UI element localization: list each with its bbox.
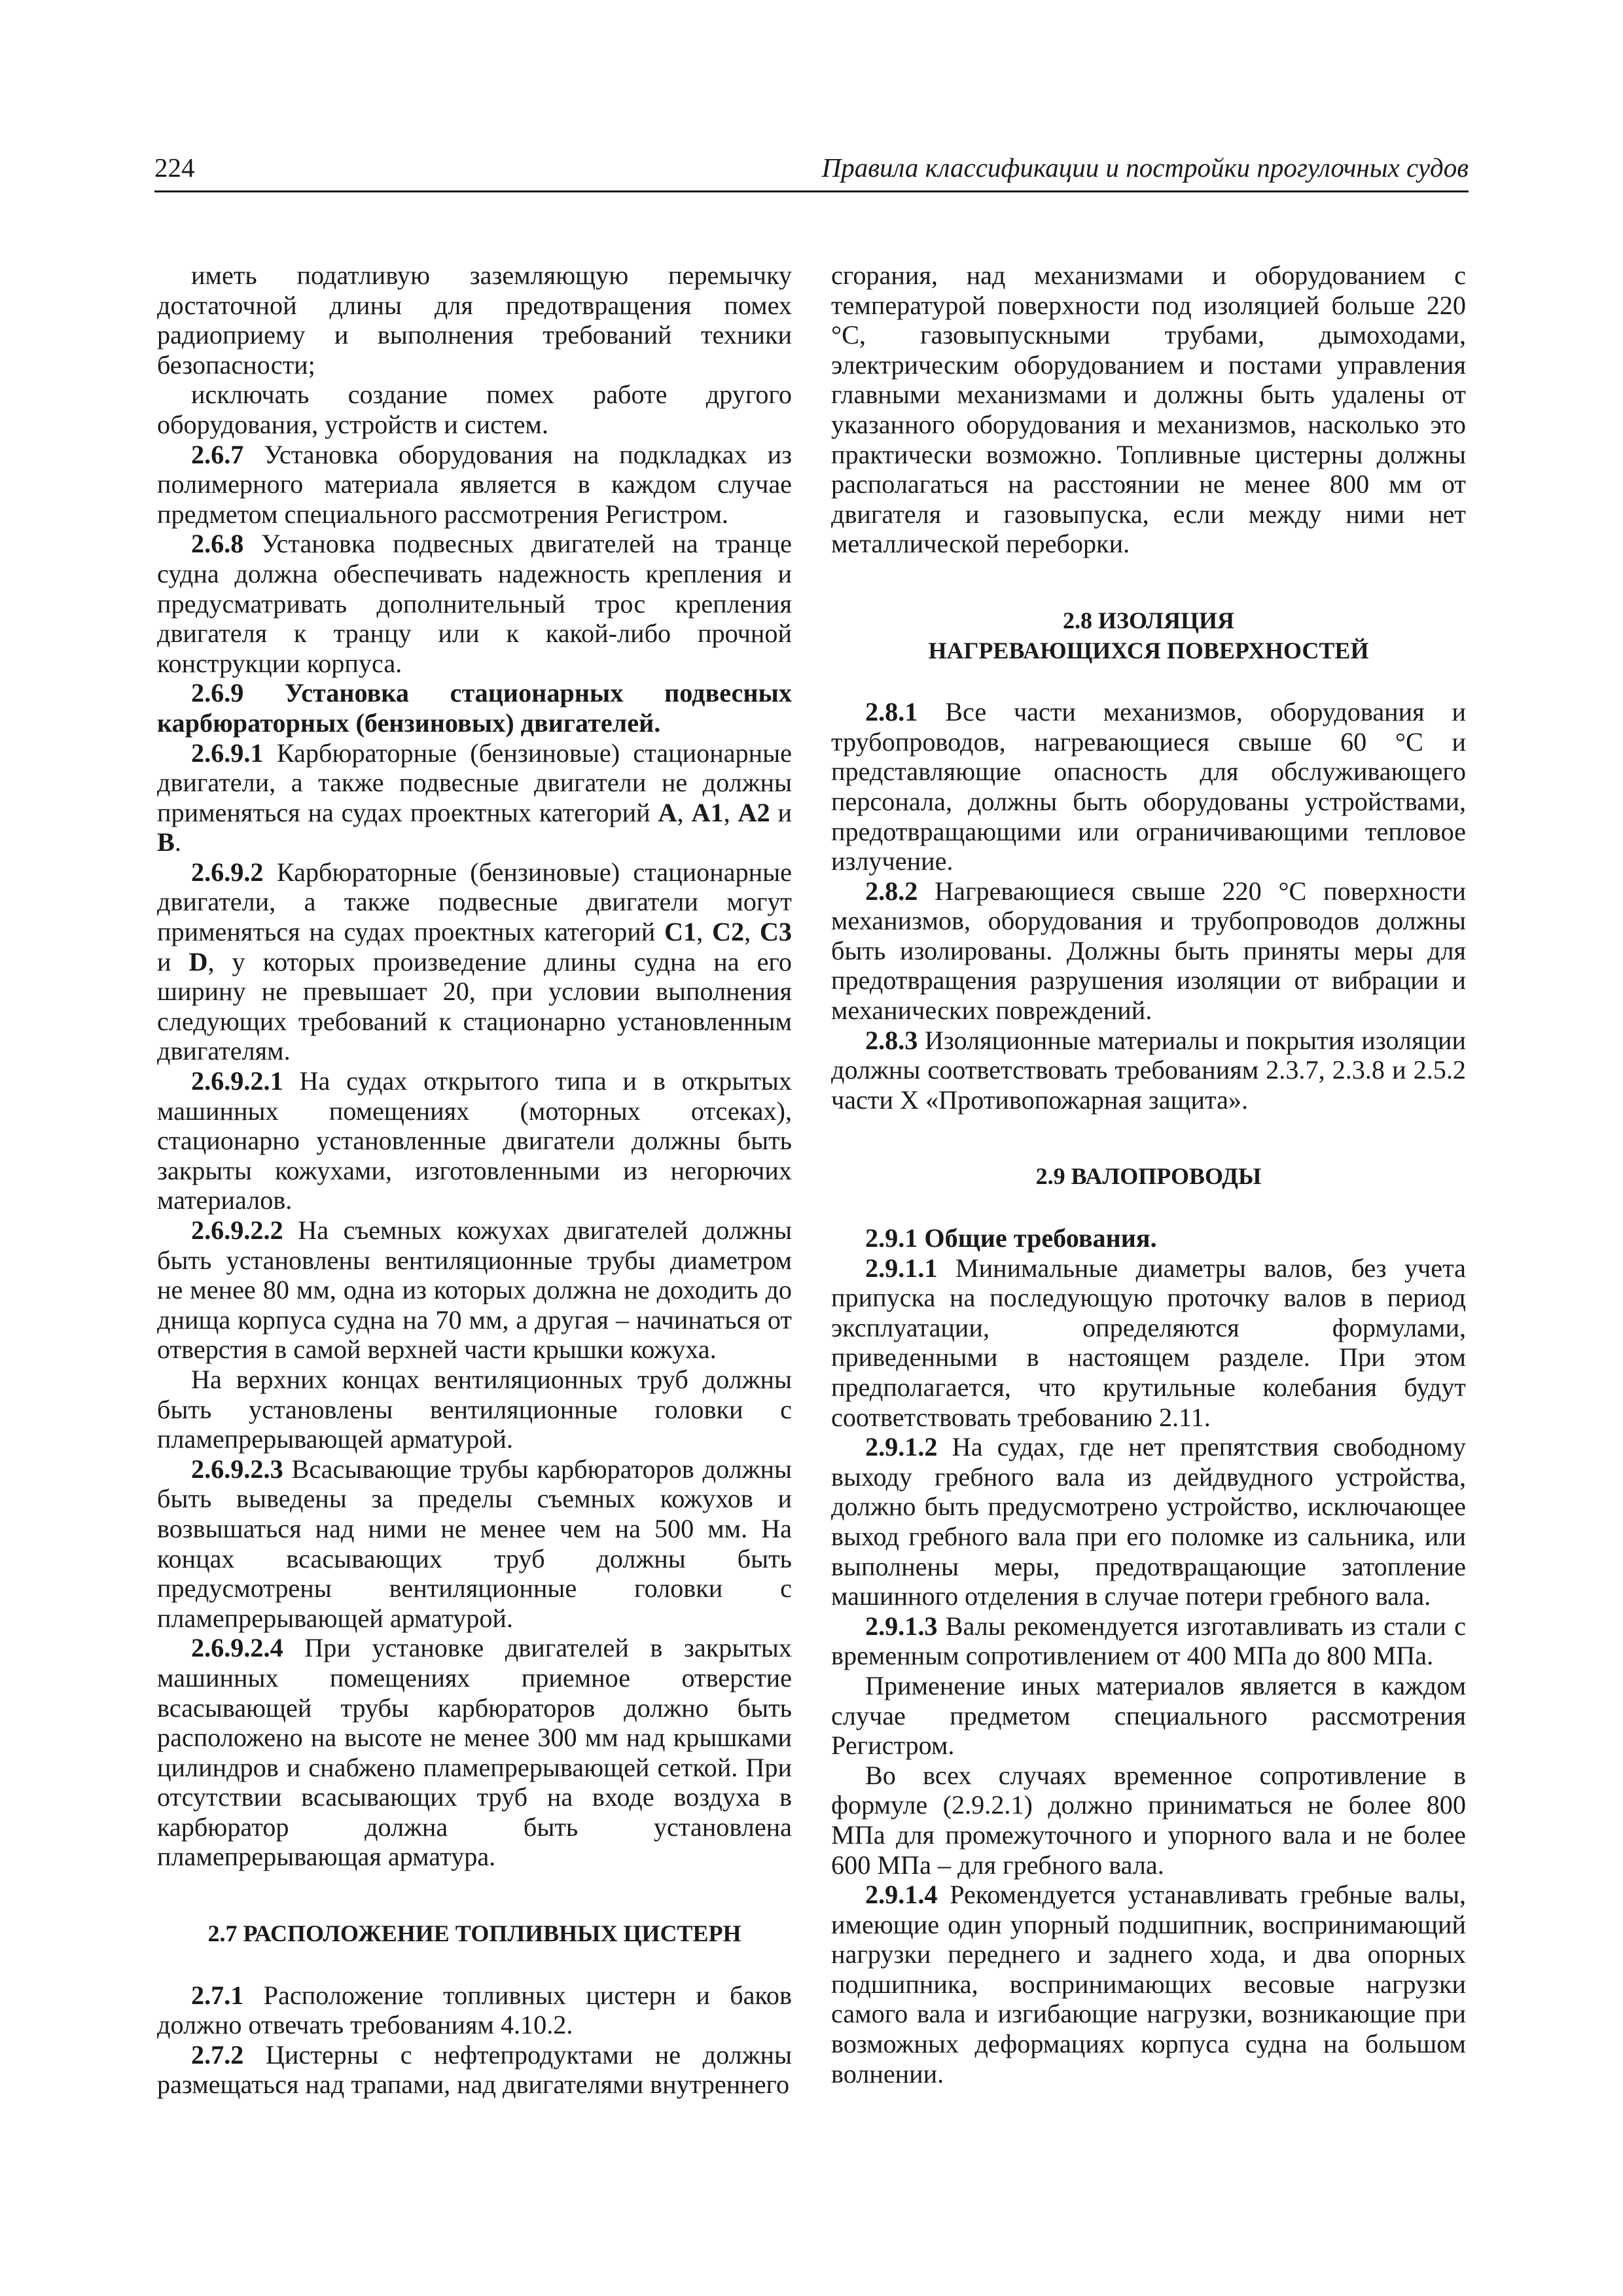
- clause-number: 2.6.9.2.3: [191, 1454, 283, 1484]
- clause-number: 2.8.1: [865, 697, 918, 727]
- clause-2-8-1: [831, 697, 1466, 876]
- clause-2-6-9-2-2: [157, 1215, 792, 1365]
- clause-text: Карбюраторные (бензиновые) стационарные двигатели, а также подвесные двигатели не должны применяться на судах проектных категорий: [157, 738, 792, 827]
- section-heading-2-9: 2.9 ВАЛОПРОВОДЫ: [1035, 1163, 1262, 1190]
- paragraph: [157, 380, 792, 439]
- clause-2-6-9-2-3: [157, 1454, 792, 1634]
- clause-number: 2.6.9.2.4: [191, 1633, 283, 1663]
- clause-2-9-1: [831, 1223, 1466, 1253]
- clause-number: 2.6.9.1: [191, 738, 264, 768]
- paragraph: [157, 1365, 792, 1454]
- clause-text: На съемных кожухах двигателей должны быть установлены вентиляционные трубы диаметром не менее 80 мм, одна из которых должна не доходить до днища корпуса судна на 70 мм, а другая – начинаться от отверстия в самой верхней части крышки кожуха.: [157, 1215, 792, 1365]
- paragraph-text: Во всех случаях временное сопротивление в формуле (2.9.2.1) должно приниматься не более 800 МПа для промежуточного и упорного вала и не более 600 МПа – для гребного вала.: [831, 1760, 1466, 1880]
- clause-number: 2.7.2: [191, 2039, 244, 2070]
- clause-2-7-2: [157, 2040, 792, 2100]
- clause-text: , у которых произведение длины судна на его ширину не превышает 20, при условии выполнения следующих требований к стационарно установленным двигателям.: [157, 946, 792, 1066]
- category-label: C3: [759, 917, 793, 947]
- clause-number: 2.8.2: [865, 876, 918, 906]
- separator: и: [770, 797, 793, 827]
- clause-2-7-1: [157, 1981, 792, 2040]
- clause-number: 2.6.9.2.1: [191, 1066, 283, 1096]
- paragraph-text: Применение иных материалов является в каждом случае предметом специального рассмотрения Регистром.: [831, 1670, 1466, 1761]
- paragraph-text: иметь податливую заземляющую перемычку достаточной длины для предотвращения помех радиоприему и выполнения требований техники безопасности;: [157, 260, 792, 380]
- separator: ,: [677, 797, 692, 827]
- clause-text: На судах открытого типа и в открытых машинных помещениях (моторных отсеках), стационарно установленные двигатели должны быть закрыты кожухами, изготовленными из негорючих материалов.: [157, 1066, 792, 1215]
- clause-text: Установка подвесных двигателей на транце судна должна обеспечивать надежность крепления и предусматривать дополнительный трос крепления двигателя к транцу или к какой-либо прочной конструкции корпуса.: [157, 529, 792, 678]
- separator: и: [157, 946, 189, 977]
- clause-number: 2.6.7: [191, 439, 244, 469]
- category-label: C2: [711, 917, 745, 947]
- clause-number: 2.6.8: [191, 529, 244, 559]
- clause-text: Установка оборудования на подкладках из полимерного материала является в каждом случае предметом специального рассмотрения Регистром.: [157, 439, 792, 529]
- running-title: Правила классификации и постройки прогулочных судов: [821, 152, 1469, 183]
- clause-2-6-9-1: [157, 738, 792, 857]
- clause-2-8-3: [831, 1026, 1466, 1115]
- clause-number: 2.7.1: [191, 1980, 244, 2010]
- clause-number: 2.9.1.4: [865, 1880, 938, 1910]
- separator: .: [174, 827, 181, 857]
- clause-text: Рекомендуется устанавливать гребные валы, имеющие один упорный подшипник, воспринимающий нагрузки переднего и заднего хода, и два опорных подшипника, воспринимающих весовые нагрузки самого вала и изгибающие нагрузки, возникающие при возможных деформациях корпуса судна на большом волнении.: [831, 1880, 1466, 2089]
- category-label: A2: [738, 797, 770, 827]
- separator: ,: [744, 917, 760, 947]
- clause-2-8-2: [831, 876, 1466, 1026]
- clause-text: Карбюраторные (бензиновые) стационарные двигатели, а также подвесные двигатели могут применяться на судах проектных категорий: [157, 857, 792, 947]
- clause-2-6-9: [157, 678, 792, 738]
- separator: ,: [723, 797, 738, 827]
- paragraph-text: исключать создание помех работе другого оборудования, устройств и систем.: [157, 380, 792, 439]
- clause-text: Всасывающие трубы карбюраторов должны быть выведены за пределы съемных кожухов и возвышаться над ними не менее чем на 500 мм. На концах всасывающих труб должны быть предусмотрены вентиляционные головки с пламепрерывающей арматурой.: [157, 1454, 792, 1633]
- clause-text: Валы рекомендуется изготавливать из стали с временным сопротивлением от 400 МПа до 800 МПа.: [831, 1611, 1466, 1671]
- clause-title: 2.9.1 Общие требования.: [865, 1223, 1157, 1253]
- category-label: A: [658, 797, 677, 827]
- category-label: D: [188, 946, 208, 977]
- clause-text: Минимальные диаметры валов, без учета припуска на последующую проточку валов в период эксплуатации, определяются формулами, приведенными в настоящем разделе. При этом предполагается, что крутильные колебания будут соответствовать требованию 2.11.: [831, 1253, 1466, 1432]
- clause-2-6-8: [157, 529, 792, 678]
- paragraph: [831, 1671, 1466, 1761]
- clause-2-9-1-4: [831, 1880, 1466, 2089]
- clause-text: При установке двигателей в закрытых машинных помещениях приемное отверстие всасывающей трубы карбюраторов должно быть расположено на высоте не менее 300 мм над крышками цилиндров и снабжено пламепрерывающей сеткой. При отсутствии всасывающих труб на входе воздуха в карбюратор должна быть установлена пламепрерывающая арматура.: [157, 1633, 792, 1872]
- clause-title: 2.6.9 Установка стационарных подвесных карбюраторных (бензиновых) двигателей.: [157, 678, 792, 738]
- section-heading-2-8-line2: НАГРЕВАЮЩИХСЯ ПОВЕРХНОСТЕЙ: [928, 637, 1369, 664]
- paragraph: [831, 1761, 1466, 1880]
- clause-number: 2.9.1.2: [865, 1432, 938, 1462]
- clause-2-6-9-2-4: [157, 1633, 792, 1872]
- section-heading-2-8-line1: 2.8 ИЗОЛЯЦИЯ: [1062, 607, 1235, 634]
- clause-text: На судах, где нет препятствия свободному выходу гребного вала из дейдвудного устройства, должно быть предусмотрено устройство, исключающее выход гребного вала при его поломке из сальника, или выполнены меры, предотвращающие затопление машинного отделения в случае потери гребного вала.: [831, 1432, 1466, 1611]
- paragraph: [831, 260, 1466, 559]
- clause-2-6-9-2-1: [157, 1066, 792, 1215]
- paragraph: [157, 260, 792, 380]
- clause-number: 2.6.9.2: [191, 857, 264, 887]
- section-heading-2-7: 2.7 РАСПОЛОЖЕНИЕ ТОПЛИВНЫХ ЦИСТЕРН: [207, 1920, 741, 1947]
- clause-text: Изоляционные материалы и покрытия изоляции должны соответствовать требованиям 2.3.7, 2.3.8 и 2.5.2 части X «Противопожарная защита».: [831, 1025, 1466, 1115]
- clause-number: 2.9.1.1: [865, 1253, 938, 1283]
- category-label: B: [157, 827, 175, 857]
- clause-2-6-7: [157, 440, 792, 529]
- header-rule: [154, 190, 1469, 192]
- clause-2-9-1-1: [831, 1253, 1466, 1433]
- clause-2-6-9-2: [157, 857, 792, 1066]
- paragraph-text: На верхних концах вентиляционных труб должны быть установлены вентиляционные головки с пламепрерывающей арматурой.: [157, 1364, 792, 1454]
- right-column: [831, 260, 1466, 2089]
- clause-2-9-1-3: [831, 1611, 1466, 1671]
- paragraph-text: сгорания, над механизмами и оборудованием с температурой поверхности под изоляцией больше 220 °С, газовыпускными трубами, дымоходами, электрическим оборудованием и постами управления главными механизмами и должны быть удалены от указанного оборудования и механизмов, насколько это практически возможно. Топливные цистерны должны располагаться на расстоянии не менее 800 мм от двигателя и газовыпуска, если между ними нет металлической переборки.: [831, 260, 1466, 559]
- clause-number: 2.8.3: [865, 1025, 918, 1055]
- separator: ,: [696, 917, 712, 947]
- clause-number: 2.9.1.3: [865, 1611, 938, 1641]
- category-label: C1: [664, 917, 697, 947]
- left-column: [157, 260, 792, 2100]
- clause-2-9-1-2: [831, 1432, 1466, 1611]
- clause-text: Нагревающиеся свыше 220 °С поверхности механизмов, оборудования и трубопроводов должны быть изолированы. Должны быть приняты меры для предотвращения разрушения изоляции от вибрации и механических повреждений.: [831, 876, 1466, 1026]
- page-number: 224: [154, 152, 195, 183]
- clause-text: Расположение топливных цистерн и баков должно отвечать требованиям 4.10.2.: [157, 1980, 792, 2040]
- clause-text: Цистерны с нефтепродуктами не должны размещаться над трапами, над двигателями внутреннего: [157, 2039, 792, 2100]
- category-label: A1: [691, 797, 724, 827]
- clause-number: 2.6.9.2.2: [191, 1215, 283, 1245]
- clause-text: Все части механизмов, оборудования и трубопроводов, нагревающиеся свыше 60 °С и представляющие опасность для обслуживающего персонала, должны быть оборудованы устройствами, предотвращающими или ограничивающими тепловое излучение.: [831, 697, 1466, 876]
